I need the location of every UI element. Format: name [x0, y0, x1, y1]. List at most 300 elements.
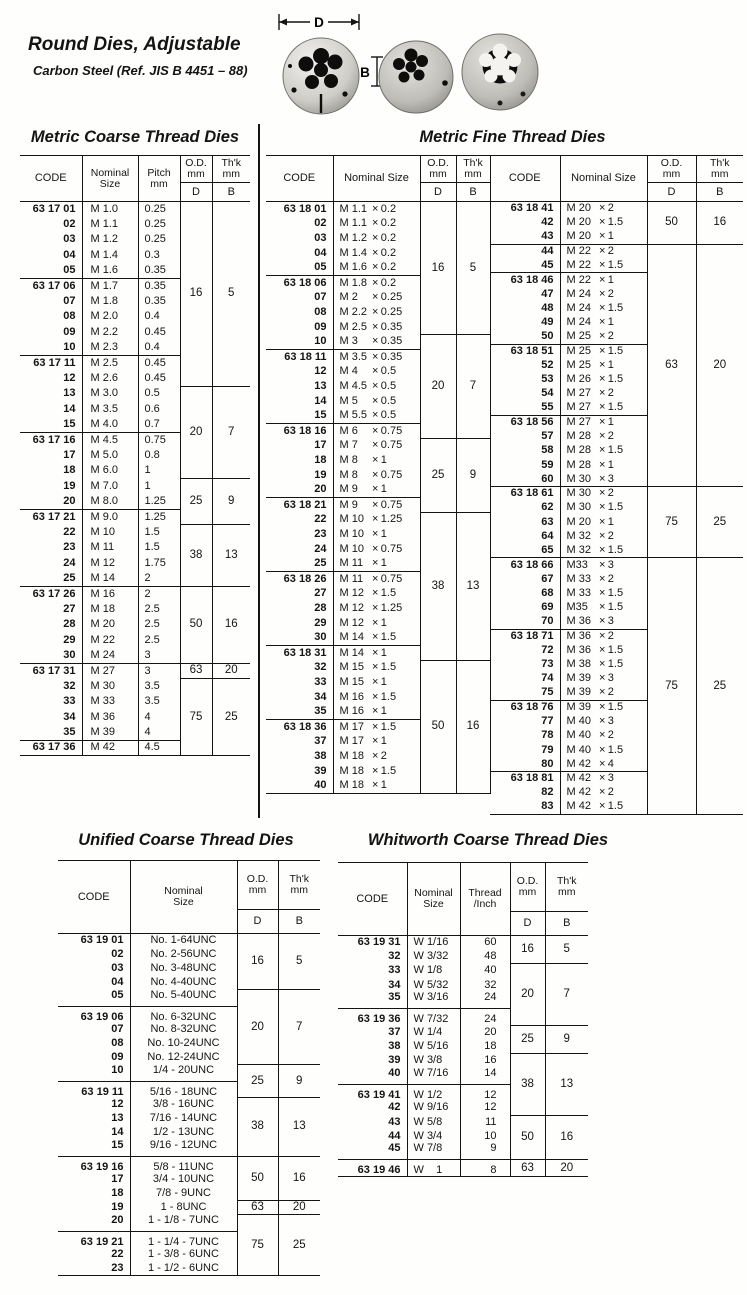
multiply-sign: × — [598, 601, 606, 614]
nominal-size-cell: No. 3-48UNC — [130, 962, 237, 976]
code-cell: 12 — [314, 365, 327, 378]
code-cell: 18 — [63, 464, 76, 477]
multiply-sign: × — [598, 316, 606, 329]
pitch-cell: 2.5 — [138, 632, 180, 647]
code-cell: 63 19 16 — [58, 1156, 130, 1173]
multiply-sign: × — [371, 379, 379, 392]
od-cell: 25 — [180, 479, 212, 525]
unified-table — [58, 860, 320, 1276]
nominal-size-cell: No. 8-32UNC — [130, 1023, 237, 1037]
nominal-size-cell: M 39 × 1.5 — [560, 700, 647, 714]
od-cell: 75 — [647, 487, 696, 558]
code-header: CODE — [490, 156, 560, 202]
nominal-size-cell: M 1.2 × 0.2 — [333, 231, 420, 246]
code-cell: 39 — [314, 764, 327, 777]
code-cell: 63 18 31 — [266, 645, 333, 660]
code-cell: 63 17 36 — [20, 740, 82, 755]
nominal-size-cell: M 26 × 1.5 — [560, 373, 647, 387]
code-cell: 42 — [388, 1101, 401, 1114]
nominal-size-cell: M 1.2 — [82, 232, 138, 247]
code-cell: 34 — [63, 710, 76, 723]
multiply-sign: × — [371, 513, 379, 526]
code-cell: 78 — [541, 729, 554, 742]
nominal-size-cell: M 1.1 × 0.2 — [333, 202, 420, 217]
table-row — [338, 936, 588, 950]
nominal-size-cell: M 22 — [82, 632, 138, 647]
nominal-size-cell: M 25 × 1 — [560, 358, 647, 372]
code-cell: 19 — [111, 1201, 124, 1213]
thread-per-inch-cell: 12 — [460, 1084, 510, 1101]
multiply-sign: × — [371, 202, 379, 215]
multiply-sign: × — [371, 675, 379, 688]
nominal-size-cell: M 17 × 1 — [333, 734, 420, 749]
code-cell: 05 — [63, 264, 76, 276]
thk-cell: 25 — [696, 558, 743, 815]
nominal-size-cell: M 2.2 × 0.25 — [333, 305, 420, 320]
multiply-sign: × — [371, 720, 379, 733]
b-header: B — [456, 183, 490, 202]
code-cell: 03 — [314, 231, 327, 244]
multiply-sign: × — [598, 615, 606, 628]
pitch-cell: 1.75 — [138, 555, 180, 570]
multiply-sign: × — [598, 757, 606, 770]
thread-per-inch-cell: 20 — [460, 1025, 510, 1039]
thk-cell: 16 — [212, 586, 250, 663]
thk-cell: 13 — [456, 512, 490, 660]
code-cell: 34 — [314, 690, 327, 703]
nominal-size-cell: M 4.5 — [82, 432, 138, 447]
code-cell: 29 — [314, 616, 327, 629]
pitch-cell: 0.45 — [138, 371, 180, 386]
multiply-sign: × — [371, 587, 379, 600]
nominal-size-cell: M 4 × 0.5 — [333, 364, 420, 379]
nominal-size-cell: M 11 — [82, 540, 138, 555]
nominal-size-cell: 3/4 - 10UNC — [130, 1173, 237, 1187]
b-header: B — [696, 183, 743, 202]
nominal-size-cell: M 39 × 2 — [560, 686, 647, 700]
code-cell: 38 — [314, 749, 327, 762]
multiply-sign: × — [371, 439, 379, 452]
multiply-sign: × — [371, 527, 379, 540]
nominal-size-cell: M 3.0 — [82, 386, 138, 401]
od-header: O.D. mm — [420, 156, 456, 183]
code-cell: 10 — [314, 335, 327, 348]
nominal-size-cell: M 36 × 1.5 — [560, 643, 647, 657]
pitch-cell: 0.75 — [138, 432, 180, 447]
nominal-size-cell: M 33 × 2 — [560, 572, 647, 586]
nominal-size-cell: W 5/8 — [407, 1115, 460, 1129]
code-cell: 18 — [111, 1187, 124, 1199]
multiply-sign: × — [371, 261, 379, 274]
code-cell: 57 — [541, 430, 554, 443]
code-cell: 50 — [541, 330, 554, 343]
multiply-sign: × — [371, 661, 379, 674]
nominal-size-cell: W 3/16 — [407, 992, 460, 1009]
code-cell: 03 — [63, 233, 76, 246]
od-header: O.D. mm — [510, 863, 545, 912]
code-cell: 22 — [63, 525, 76, 538]
nominal-size-cell: No. 4-40UNC — [130, 976, 237, 990]
nominal-size-cell: M 16 × 1 — [333, 705, 420, 720]
od-cell: 63 — [647, 244, 696, 486]
code-cell: 09 — [111, 1051, 124, 1063]
multiply-sign: × — [598, 701, 606, 714]
nominal-size-cell: 5/8 - 11UNC — [130, 1156, 237, 1173]
nominal-size-cell: M 42 × 3 — [560, 772, 647, 786]
code-cell: 23 — [314, 527, 327, 540]
nominal-size-cell: M 30 × 2 — [560, 487, 647, 501]
pitch-cell: 3.5 — [138, 679, 180, 694]
code-cell: 72 — [541, 643, 554, 656]
multiply-sign: × — [371, 705, 379, 718]
pitch-cell: 0.35 — [138, 263, 180, 278]
code-cell: 04 — [63, 248, 76, 261]
nominal-size-cell: M 42 — [82, 740, 138, 755]
od-cell: 20 — [420, 335, 456, 439]
nominal-size-cell: 1/2 - 13UNC — [130, 1126, 237, 1140]
pitch-cell: 4.5 — [138, 740, 180, 755]
multiply-sign: × — [598, 729, 606, 742]
thread-per-inch-cell: 24 — [460, 1009, 510, 1026]
thread-per-inch-cell: 48 — [460, 950, 510, 964]
table-row — [338, 964, 588, 978]
code-header: CODE — [266, 156, 333, 202]
nominal-size-cell: M 5.5 × 0.5 — [333, 409, 420, 424]
multiply-sign: × — [371, 320, 379, 333]
nominal-size-cell: M 27 × 1.5 — [560, 401, 647, 415]
nominal-size-cell: 1 - 1/4 - 7UNC — [130, 1231, 237, 1248]
code-cell: 63 18 46 — [490, 273, 560, 287]
nominal-size-cell: M 3 × 0.35 — [333, 335, 420, 350]
code-cell: 28 — [314, 601, 327, 614]
multiply-sign: × — [598, 344, 606, 357]
multiply-sign: × — [371, 735, 379, 748]
od-cell: 38 — [420, 512, 456, 660]
metric-fine-left-table-area — [266, 155, 491, 794]
thread-per-inch-cell: 16 — [460, 1054, 510, 1068]
multiply-sign: × — [371, 572, 379, 585]
code-cell: 75 — [541, 686, 554, 699]
multiply-sign: × — [371, 231, 379, 244]
code-cell: 37 — [314, 735, 327, 748]
d-dimension-label: D — [314, 15, 324, 30]
nominal-size-cell: M 24 — [82, 648, 138, 663]
multiply-sign: × — [598, 358, 606, 371]
table-row — [20, 586, 250, 601]
nominal-size-cell: W 3/32 — [407, 950, 460, 964]
code-cell: 63 19 41 — [338, 1084, 407, 1101]
nominal-size-cell: 1 - 8UNC — [130, 1201, 237, 1215]
pitch-cell: 4 — [138, 725, 180, 740]
code-cell: 32 — [63, 679, 76, 692]
code-cell: 63 18 61 — [490, 487, 560, 501]
multiply-sign: × — [598, 501, 606, 514]
multiply-sign: × — [598, 273, 606, 286]
multiply-sign: × — [371, 217, 379, 230]
nominal-size-cell: M 11 × 0.75 — [333, 571, 420, 586]
nominal-size-cell: M 4.0 — [82, 417, 138, 432]
nominal-size-cell: M 10 × 0.75 — [333, 542, 420, 557]
nominal-size-cell: M 12 × 1.5 — [333, 586, 420, 601]
code-cell: 40 — [388, 1067, 401, 1079]
nominal-size-cell: M 7 × 0.75 — [333, 438, 420, 453]
nominal-size-cell: 7/8 - 9UNC — [130, 1187, 237, 1201]
code-cell: 07 — [314, 291, 327, 304]
b-header: B — [278, 910, 320, 934]
d-header: D — [180, 183, 212, 202]
die-photos — [273, 4, 549, 126]
code-cell: 73 — [541, 658, 554, 671]
thk-cell: 20 — [212, 663, 250, 678]
multiply-sign: × — [598, 216, 606, 229]
code-cell: 70 — [541, 615, 554, 628]
table-row — [58, 934, 320, 948]
table-row — [338, 1160, 588, 1177]
nominal-size-cell: M 20 — [82, 617, 138, 632]
code-cell: 13 — [314, 379, 327, 392]
pitch-cell: 0.45 — [138, 355, 180, 370]
od-cell: 16 — [237, 934, 278, 990]
table-row — [490, 558, 743, 572]
multiply-sign: × — [371, 498, 379, 511]
table-row — [20, 663, 250, 678]
nominal-size-cell: 3/8 - 16UNC — [130, 1098, 237, 1112]
code-cell: 62 — [541, 501, 554, 514]
nominal-size-cell: M 3.5 — [82, 402, 138, 417]
od-cell: 38 — [180, 525, 212, 587]
od-cell: 63 — [237, 1201, 278, 1215]
nominal-size-cell: M 22 × 1.5 — [560, 259, 647, 273]
code-header: CODE — [58, 861, 130, 934]
nominal-size-cell: M 1.8 × 0.2 — [333, 275, 420, 290]
code-cell: 08 — [63, 310, 76, 323]
multiply-sign: × — [371, 542, 379, 555]
nominal-size-cell: M 30 — [82, 679, 138, 694]
code-cell: 15 — [314, 409, 327, 422]
nominal-size-cell: M 40 × 2 — [560, 729, 647, 743]
table-row — [20, 479, 250, 494]
multiply-sign: × — [598, 558, 606, 571]
code-cell: 32 — [388, 950, 401, 963]
nominal-size-cell: 1/4 - 20UNC — [130, 1065, 237, 1082]
od-header: O.D. mm — [237, 861, 278, 910]
thread-per-inch-cell: 24 — [460, 992, 510, 1009]
multiply-sign: × — [598, 301, 606, 314]
multiply-sign: × — [371, 246, 379, 259]
pitch-cell: 0.4 — [138, 309, 180, 324]
code-header: CODE — [338, 863, 407, 936]
nominal-size-cell: M 16 — [82, 586, 138, 601]
code-cell: 25 — [63, 571, 76, 584]
thread-per-inch-cell: 10 — [460, 1129, 510, 1143]
nominal-size-cell: M 20 × 1 — [560, 515, 647, 529]
nominal-size-cell: M 18 × 1 — [333, 779, 420, 794]
multiply-sign: × — [371, 601, 379, 614]
code-cell: 07 — [111, 1023, 124, 1035]
multiply-sign: × — [598, 258, 606, 271]
code-cell: 04 — [111, 976, 124, 988]
pitch-cell: 0.3 — [138, 248, 180, 263]
b-header: B — [545, 912, 588, 936]
nominal-size-cell: M 33 × 1.5 — [560, 586, 647, 600]
code-cell: 43 — [388, 1115, 401, 1128]
thk-cell: 13 — [545, 1054, 588, 1115]
code-cell: 02 — [111, 948, 124, 960]
od-cell: 20 — [180, 386, 212, 478]
code-cell: 15 — [111, 1139, 124, 1151]
od-cell: 25 — [420, 438, 456, 512]
nominal-size-cell: No. 12-24UNC — [130, 1051, 237, 1065]
pitch-cell: 0.35 — [138, 278, 180, 293]
nominal-size-cell: M 30 × 3 — [560, 472, 647, 486]
nominal-size-cell: M 36 — [82, 709, 138, 724]
pitch-cell: 0.4 — [138, 340, 180, 355]
code-cell: 54 — [541, 387, 554, 400]
thread-per-inch-cell: 32 — [460, 978, 510, 992]
unified-table-area — [58, 860, 320, 1276]
code-cell: 28 — [63, 618, 76, 631]
multiply-sign: × — [371, 749, 379, 762]
nominal-size-cell: M 36 × 3 — [560, 615, 647, 629]
nominal-size-cell: W 7/8 — [407, 1143, 460, 1160]
nominal-size-cell: M 20 × 2 — [560, 202, 647, 216]
nominal-size-cell: W 7/32 — [407, 1009, 460, 1026]
code-cell: 44 — [388, 1129, 401, 1142]
pitch-cell: 0.25 — [138, 217, 180, 232]
code-cell: 05 — [314, 261, 327, 274]
table-row — [266, 512, 490, 527]
code-cell: 12 — [111, 1098, 124, 1110]
code-cell: 08 — [314, 305, 327, 318]
thk-cell: 9 — [545, 1025, 588, 1053]
nominal-size-cell: M 1.4 — [82, 248, 138, 263]
nominal-size-cell: M 14 × 1 — [333, 645, 420, 660]
thk-header: Th'k mm — [696, 156, 743, 183]
unified-title: Unified Coarse Thread Dies — [78, 831, 294, 849]
od-cell: 75 — [647, 558, 696, 815]
code-cell: 63 17 26 — [20, 586, 82, 601]
thk-cell: 25 — [212, 679, 250, 756]
multiply-sign: × — [598, 330, 606, 343]
nominal-size-cell: M 9 × 0.75 — [333, 497, 420, 512]
od-header: O.D. mm — [180, 156, 212, 183]
nominal-size-cell: M 8 × 1 — [333, 453, 420, 468]
nominal-size-cell: M 36 × 2 — [560, 629, 647, 643]
nominal-size-cell: M 24 × 1.5 — [560, 301, 647, 315]
code-cell: 14 — [63, 402, 76, 415]
thk-header: Th'k mm — [456, 156, 490, 183]
od-cell: 38 — [510, 1054, 545, 1115]
nominal-size-cell: 1 - 3/8 - 6UNC — [130, 1248, 237, 1262]
code-cell: 45 — [388, 1143, 401, 1155]
code-cell: 24 — [63, 556, 76, 569]
code-cell: 23 — [58, 1262, 130, 1276]
thk-cell: 16 — [696, 202, 743, 245]
nominal-size-cell: M 12 × 1.25 — [333, 601, 420, 616]
nominal-size-cell: M 20 × 1 — [560, 230, 647, 244]
thk-cell: 20 — [278, 1201, 320, 1215]
multiply-sign: × — [598, 715, 606, 728]
nominal-size-cell: M 1.8 — [82, 294, 138, 309]
code-cell: 63 19 21 — [58, 1231, 130, 1248]
pitch-cell: 2 — [138, 586, 180, 601]
multiply-sign: × — [598, 387, 606, 400]
page-subtitle: Carbon Steel (Ref. JIS B 4451 – 88) — [33, 63, 248, 78]
multiply-sign: × — [371, 557, 379, 570]
multiply-sign: × — [371, 453, 379, 466]
thk-cell: 16 — [545, 1115, 588, 1160]
code-cell: 02 — [63, 218, 76, 231]
nominal-size-cell: M 2.5 — [82, 355, 138, 370]
code-cell: 64 — [541, 529, 554, 542]
code-cell: 29 — [63, 633, 76, 646]
nominal-size-cell: W 1/4 — [407, 1025, 460, 1039]
nominal-size-cell: M 8 × 0.75 — [333, 468, 420, 483]
pitch-cell: 0.45 — [138, 325, 180, 340]
metric-coarse-title: Metric Coarse Thread Dies — [30, 128, 240, 146]
thk-cell: 20 — [696, 244, 743, 486]
nominal-size-cell: M 9 × 1 — [333, 483, 420, 498]
code-cell: 19 — [314, 468, 327, 481]
code-cell: 40 — [266, 779, 333, 794]
multiply-sign: × — [598, 786, 606, 799]
metric-coarse-table-area — [20, 155, 250, 756]
thk-cell: 9 — [212, 479, 250, 525]
nominal-size-cell: M 1.1 × 0.2 — [333, 216, 420, 231]
nominal-size-header: Nominal Size — [333, 156, 420, 202]
code-cell: 38 — [388, 1040, 401, 1053]
code-cell: 60 — [541, 472, 554, 485]
multiply-sign: × — [598, 643, 606, 656]
code-cell: 23 — [63, 541, 76, 554]
nominal-size-cell: M 39 — [82, 725, 138, 740]
code-cell: 65 — [541, 543, 554, 556]
thk-cell: 25 — [696, 487, 743, 558]
nominal-size-cell: M 1.6 × 0.2 — [333, 261, 420, 276]
code-cell: 10 — [111, 1064, 124, 1076]
thk-cell: 16 — [278, 1156, 320, 1201]
multiply-sign: × — [598, 586, 606, 599]
nominal-size-cell: M 6.0 — [82, 463, 138, 478]
nominal-size-cell: M 1.6 — [82, 263, 138, 278]
nominal-size-cell: M 18 — [82, 602, 138, 617]
nominal-size-cell: M 8.0 — [82, 494, 138, 509]
nominal-size-cell: M 1.1 — [82, 217, 138, 232]
pitch-cell: 1.5 — [138, 525, 180, 540]
code-cell: 12 — [63, 371, 76, 384]
d-header: D — [510, 912, 545, 936]
metric-fine-left-table — [266, 155, 491, 794]
code-cell: 63 18 21 — [266, 497, 333, 512]
code-cell: 83 — [490, 800, 560, 814]
nominal-size-cell: No. 2-56UNC — [130, 948, 237, 962]
d-header: D — [647, 183, 696, 202]
pitch-cell: 0.25 — [138, 232, 180, 247]
multiply-sign: × — [598, 430, 606, 443]
nominal-size-cell: 5/16 - 18UNC — [130, 1081, 237, 1098]
thk-cell: 9 — [456, 438, 490, 512]
thread-per-inch-cell: 8 — [460, 1160, 510, 1177]
code-cell: 09 — [314, 320, 327, 333]
multiply-sign: × — [598, 672, 606, 685]
thk-cell: 5 — [545, 936, 588, 964]
code-cell: 63 17 31 — [20, 663, 82, 678]
nominal-size-cell: M 33 — [82, 694, 138, 709]
od-cell: 16 — [420, 202, 456, 335]
nominal-size-cell: M 10 × 1 — [333, 527, 420, 542]
pitch-cell: 0.5 — [138, 386, 180, 401]
code-cell: 44 — [490, 244, 560, 258]
